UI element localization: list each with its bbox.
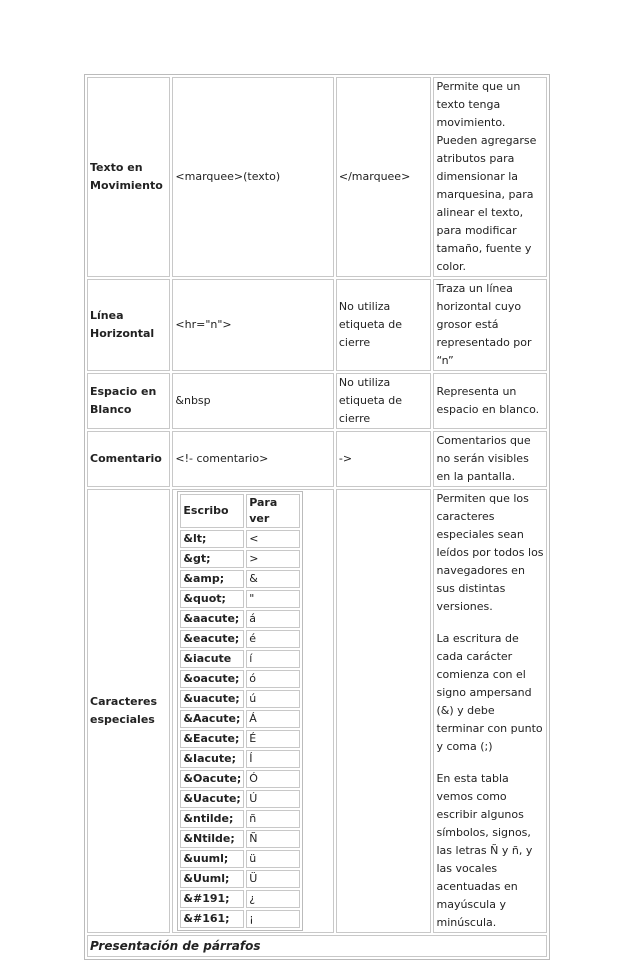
table-row [87, 431, 547, 487]
entity-result: í [246, 650, 300, 668]
special-character-row [180, 750, 300, 768]
entity-result: Ó [246, 770, 300, 788]
description-paragraph: Permiten que los caracteres especiales sean leídos por todos los navegadores en sus distintas versiones. [436, 492, 544, 613]
entity-code: &eacute; [180, 630, 244, 648]
entity-code: &Iacute; [180, 750, 244, 768]
inner-header-row [180, 494, 300, 528]
table-row [87, 279, 547, 371]
table-row [87, 77, 547, 277]
entity-code: &uuml; [180, 850, 244, 868]
open-tag-cell: <!- comentario> [172, 431, 333, 487]
description-cell: Permite que un texto tenga movimiento. Pueden agregarse atributos para dimensionar la marquesina, para alinear el texto, para modificar tamaño, fuente y color. [433, 77, 547, 277]
special-character-row [180, 570, 300, 588]
special-character-row [180, 550, 300, 568]
section-heading: Presentación de párrafos [87, 935, 547, 957]
entity-result: ó [246, 670, 300, 688]
open-tag-cell: <hr="n"> [172, 279, 333, 371]
special-character-row [180, 610, 300, 628]
special-character-row [180, 890, 300, 908]
document-page [84, 74, 550, 960]
entity-result: Á [246, 710, 300, 728]
entity-code: &quot; [180, 590, 244, 608]
description-paragraph: La escritura de cada carácter comienza con el signo ampersand (&) y debe terminar con punto y coma (;) [436, 632, 543, 753]
special-character-row [180, 850, 300, 868]
tag-name-cell: Comentario [87, 431, 170, 487]
special-character-row [180, 790, 300, 808]
close-tag-cell: -> [336, 431, 432, 487]
entity-result: " [246, 590, 300, 608]
entity-code: &aacute; [180, 610, 244, 628]
special-character-row [180, 650, 300, 668]
special-characters-cell [172, 489, 333, 933]
entity-code: &amp; [180, 570, 244, 588]
special-character-row [180, 630, 300, 648]
close-tag-cell: No utiliza etiqueta de cierre [336, 373, 432, 429]
description-cell [433, 489, 547, 933]
entity-result: & [246, 570, 300, 588]
entity-result: > [246, 550, 300, 568]
entity-code: &lt; [180, 530, 244, 548]
entity-code: &Uuml; [180, 870, 244, 888]
special-character-row [180, 870, 300, 888]
entity-result: Ñ [246, 830, 300, 848]
entity-code: &gt; [180, 550, 244, 568]
inner-header-para-ver: Para ver [246, 494, 300, 528]
special-character-row [180, 910, 300, 928]
special-characters-table [177, 491, 303, 931]
entity-code: &Ntilde; [180, 830, 244, 848]
description-cell: Traza un línea horizontal cuyo grosor está representado por “n” [433, 279, 547, 371]
special-character-row [180, 590, 300, 608]
entity-result: < [246, 530, 300, 548]
entity-result: ñ [246, 810, 300, 828]
entity-code: &#191; [180, 890, 244, 908]
special-character-row [180, 530, 300, 548]
description-cell: Comentarios que no serán visibles en la pantalla. [433, 431, 547, 487]
description-paragraph: En esta tabla vemos como escribir algunos símbolos, signos, las letras Ñ y ñ, y las vocales acentuadas en mayúscula y minúscula. [436, 772, 533, 929]
html-tags-table [84, 74, 550, 960]
entity-code: &Eacute; [180, 730, 244, 748]
open-tag-cell: <marquee>(texto) [172, 77, 333, 277]
open-tag-cell: &nbsp [172, 373, 333, 429]
tag-name-cell: Texto en Movimiento [87, 77, 170, 277]
inner-header-escribo: Escribo [180, 494, 244, 528]
entity-code: &#161; [180, 910, 244, 928]
entity-result: Ü [246, 870, 300, 888]
entity-code: &Aacute; [180, 710, 244, 728]
entity-result: Ú [246, 790, 300, 808]
entity-result: ¡ [246, 910, 300, 928]
entity-result: É [246, 730, 300, 748]
entity-code: &oacute; [180, 670, 244, 688]
table-row [87, 373, 547, 429]
close-tag-cell: </marquee> [336, 77, 432, 277]
special-character-row [180, 810, 300, 828]
close-tag-cell [336, 489, 432, 933]
entity-result: ú [246, 690, 300, 708]
entity-result: é [246, 630, 300, 648]
entity-result: ¿ [246, 890, 300, 908]
special-character-row [180, 670, 300, 688]
special-character-row [180, 690, 300, 708]
special-character-row [180, 830, 300, 848]
special-character-row [180, 770, 300, 788]
inner-table-body [180, 530, 300, 928]
special-character-row [180, 730, 300, 748]
entity-code: &Uacute; [180, 790, 244, 808]
tag-name-cell: Espacio en Blanco [87, 373, 170, 429]
special-character-row [180, 710, 300, 728]
entity-code: &uacute; [180, 690, 244, 708]
entity-code: &iacute [180, 650, 244, 668]
tag-name-cell: Línea Horizontal [87, 279, 170, 371]
close-tag-cell: No utiliza etiqueta de cierre [336, 279, 432, 371]
table-row-special-characters [87, 489, 547, 933]
entity-result: ü [246, 850, 300, 868]
table-row-footer [87, 935, 547, 957]
description-cell: Representa un espacio en blanco. [433, 373, 547, 429]
entity-code: &ntilde; [180, 810, 244, 828]
tag-name-cell: Caracteres especiales [87, 489, 170, 933]
entity-result: á [246, 610, 300, 628]
entity-result: Í [246, 750, 300, 768]
entity-code: &Oacute; [180, 770, 244, 788]
